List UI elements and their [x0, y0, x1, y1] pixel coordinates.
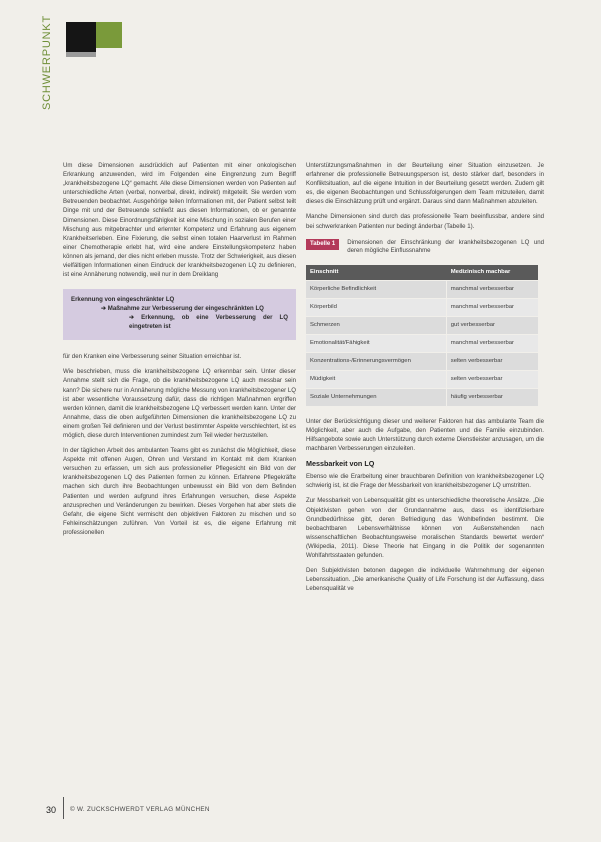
table-row: [306, 389, 538, 406]
paragraph: Um diese Dimensionen ausdrücklich auf Patienten mit einer onkologischen Erkrankung anzuwenden, wird im Folgenden eine Eingrenzung zum Begriff „krankheitsbezogene LQ“ gemacht. Alle diese Dimensionen werden von Patienten auf unterschiedliche Arten (verbal, nonverbal, direkt, indirekt) mitgeteilt. Sie werden vom Betreuenden beobachtet. Ausgehörige teilen Informationen mit, der Patient selbst teilt Dinge mit und der Betreuende schließt aus diesen Informationen, ob er genannte Dimensionen. Diese Einordnungsfähigkeit ist eine Mischung in sozialen Berufen einer Mischung aus mitgebrachter und erlernter Kompetenz und Erfahrung aus eigenem Krankheitserleben. Eine Fixierung, die selbst einen totalen Haarverlust im Rahmen einer Chemotherapie erlebt hat, wird eine andere Einstellungskompetenz haben können als jemand, der dies nicht erleben musste. Trotz der Schwierigkeit, aus diesen vielfältigen Informationen einen Eindruck der krankheitsbezogenen LQ zu definieren, ist eine Annäherung notwendig, weil nur in dem Dreiklang: [63, 162, 296, 279]
corner-block-black: [66, 22, 96, 52]
table-row: [306, 317, 538, 334]
table-header: Medizinisch machbar: [447, 265, 538, 280]
highlight-line-2: ➔ Maßnahme zur Verbesserung der eingeschränkten LQ: [101, 305, 264, 313]
highlight-line-1: Erkennung von eingeschränkter LQ: [71, 296, 175, 304]
dimensions-table: [306, 264, 538, 407]
paragraph: Den Subjektivisten betonen dagegen die individuelle Wahrnehmung der eigenen Lebenssituation. „Die amerikanische Quality of Life Forschung ist der Auffassung, dass Lebensqualität ve: [306, 567, 544, 593]
table-cell: Körperbild: [306, 299, 447, 316]
paragraph: Unter der Berücksichtigung dieser und weiterer Faktoren hat das ambulante Team die Möglichkeit, aber auch die Aufgabe, den Patienten und die Familie einzubinden. Hilfsangebote sowie auch Unterstützung durch externe Dienstleister anzusagen, um die machbaren Verbesserungen einzuleiten.: [306, 417, 544, 453]
paragraph: für den Kranken eine Verbesserung seiner Situation erreichbar ist.: [63, 353, 242, 361]
table-caption-text: Dimensionen der Einschränkung der krankheitsbezogenen LQ und deren mögliche Einflussnahme: [347, 238, 544, 255]
highlight-box: [63, 289, 296, 340]
left-column: [63, 161, 296, 543]
table-cell: manchmal verbesserbar: [447, 281, 538, 298]
paragraph: Wie beschrieben, muss die krankheitsbezogene LQ erkennbar sein. Unter dieser Annahme stellt sich die Frage, ob die krankheitsbezogene LQ auch messbar sein kann? Die sichere nur in Annäherung mögliche Messung von krankheitsbezogener LQ ist aber wesentliche Voraussetzung dafür, dass die richtigen Maßnahmen ergriffen werden können, damit die krankheitsbezogene LQ verbessert werden kann. Unter der Annahme, dass die oben aufgeführten Dimensionen die krankheitsbezogene LQ zu einem großen Teil definieren und der Verlust bestimmter Aspekte verschlechtert, ist es möglich, diese durch Interventionen zumindest zum Teil wieder herzustellen.: [63, 368, 296, 439]
table-cell: Konzentrations-/Erinnerungsvermögen: [306, 353, 447, 370]
table-cell: Körperliche Befindlichkeit: [306, 281, 447, 298]
table-row: [306, 299, 538, 316]
table-cell: selten verbesserbar: [447, 353, 538, 370]
paragraph: In der täglichen Arbeit des ambulanten Teams gibt es zunächst die Möglichkeit, diese Aspekte mit offenen Augen, Ohren und Verstand im Kontakt mit dem Kranken versuchen zu erfassen, um sich aus professioneller Pflegesicht ein Bild von der krankheitsbezogenen LQ des Patienten formen zu können. Erfahrene Pflegekräfte machen sich durch ihre Beobachtungen unbewusst ein Bild von dem Befinden Patienten und werden aufgrund ihres Erfahrungen versuchen, diese Aspekte anzusprechen und Veränderungen zu bewirken. Dieses Vorgehen hat aber stets die Gefahr, die eigene Sicht vermischt den objektiven Faktoren zu mischen und so Fehleinschätzungen zuführen. Von Vorteil ist es, die eigene Erfahrung mit professionellen: [63, 447, 296, 536]
corner-block-gray: [66, 52, 96, 57]
table-row: [306, 335, 538, 352]
section-heading: Messbarkeit von LQ: [306, 459, 375, 469]
paragraph: Ebenso wie die Erarbeitung einer brauchbaren Definition von krankheitsbezogener LQ schwierig ist, ist die Frage der Messbarkeit von krankheitsbezogener LQ umstritten.: [306, 473, 544, 490]
footer-divider: [63, 797, 64, 819]
corner-block-green: [96, 22, 122, 48]
paragraph: Manche Dimensionen sind durch das professionelle Team beeinflussbar, andere sind bei schwerkranken Patienten nur bedingt änderbar (Tabelle 1).: [306, 213, 544, 230]
table-cell: manchmal verbesserbar: [447, 299, 538, 316]
highlight-line-3: ➔ Erkennung, ob eine Verbesserung der LQ eingetreten ist: [129, 314, 288, 331]
table-row: [306, 281, 538, 298]
right-column: [306, 161, 544, 599]
table-row: [306, 353, 538, 370]
table-cell: häufig verbesserbar: [447, 389, 538, 406]
table-cell: Müdigkeit: [306, 371, 447, 388]
paragraph: Unterstützungsmaßnahmen in der Beurteilung einer Situation einzusetzen. Je erfahrener die professionelle Betreuungsperson ist, desto stärker darf, besonders in Konfliktsituation, auf die eigene Intuition in der Beurteilung gesetzt werden. Zudem gilt es, die eigenen Beobachtungen und Schlussfolgerungen dem Team mitzuteilen, damit dieses die Einschätzung prüft und ergänzt. Daraus sind dann Maßnahmen abzuleiten.: [306, 162, 544, 206]
table-badge: Tabelle 1: [306, 239, 339, 250]
table-cell: gut verbesserbar: [447, 317, 538, 334]
page-number: 30: [46, 805, 57, 815]
table-cell: selten verbesserbar: [447, 371, 538, 388]
table-header: Einschnitt: [306, 265, 447, 280]
section-label: SCHWERPUNKT: [41, 15, 53, 110]
paragraph: Zur Messbarkeit von Lebensqualität gibt es unterschiedliche theoretische Ansätze. „Die Objektivisten gehen von der Grundannahme aus, dass es identifizierbare Grundbedürfnisse gibt, deren Befriedigung das Wohlbefinden bestimmt. Die beobachtbaren Lebensverhältnisse können von Außenstehenden nach wissenschaftlichen Beobachtungsweise moralischen Standards bewertet werden“ (Wikipedia, 2011). Diese Theorie hat Eingang in die Politik der sogenannten Wohlfahrtsstaaten gefunden.: [306, 497, 544, 559]
table-cell: Soziale Unternehmungen: [306, 389, 447, 406]
publisher-line: © W. ZUCKSCHWERDT VERLAG MÜNCHEN: [70, 806, 210, 813]
table-cell: Schmerzen: [306, 317, 447, 334]
table-caption: [306, 239, 544, 256]
table-row: [306, 371, 538, 388]
table-cell: Emotionalität/Fähigkeit: [306, 335, 447, 352]
table-cell: manchmal verbesserbar: [447, 335, 538, 352]
